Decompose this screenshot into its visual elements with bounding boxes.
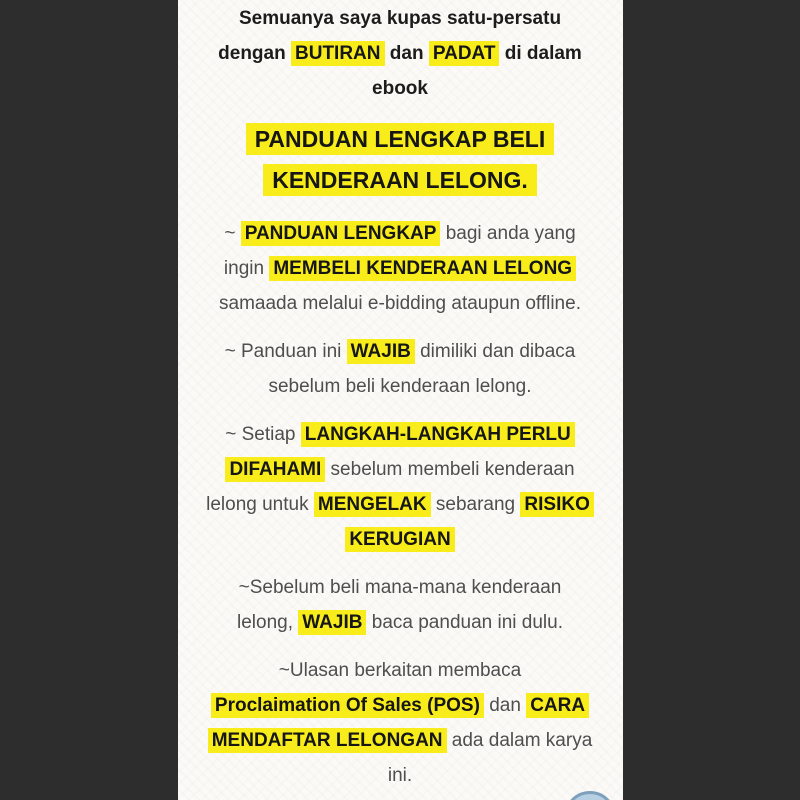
text-line xyxy=(178,522,623,557)
text-segment: dengan xyxy=(218,43,291,64)
text-segment: lelong untuk xyxy=(206,494,314,515)
highlight-segment: MENDAFTAR LELONGAN xyxy=(208,728,447,753)
paragraph-point-2 xyxy=(178,334,623,404)
text-line xyxy=(178,723,623,758)
highlight-segment: CARA xyxy=(526,693,589,718)
text-segment: sebarang xyxy=(430,494,521,515)
text-line xyxy=(178,452,623,487)
text-segment: ~ Panduan ini xyxy=(224,341,347,362)
highlight-segment: Proclaimation Of Sales (POS) xyxy=(211,693,484,718)
highlight-segment: KERUGIAN xyxy=(345,527,454,552)
paragraph-point-5 xyxy=(178,653,623,793)
highlight-segment: DIFAHAMI xyxy=(225,457,325,482)
text-segment: dimiliki dan dibaca xyxy=(414,341,576,362)
highlight-segment: MENGELAK xyxy=(314,492,431,517)
text-segment: di dalam xyxy=(499,43,582,64)
text-line xyxy=(178,334,623,369)
text-segment: ini. xyxy=(387,765,413,786)
text-line xyxy=(178,653,623,688)
text-line xyxy=(178,119,623,160)
highlight-segment: PANDUAN LENGKAP xyxy=(241,221,441,246)
text-segment: dan xyxy=(384,43,429,64)
text-line xyxy=(178,160,623,201)
text-segment: ~Ulasan berkaitan membaca xyxy=(278,660,522,681)
text-line xyxy=(178,605,623,640)
paragraph-intro xyxy=(178,1,623,106)
text-line xyxy=(178,286,623,321)
text-line xyxy=(178,758,623,793)
text-line xyxy=(178,570,623,605)
text-line xyxy=(178,688,623,723)
highlight-segment: BUTIRAN xyxy=(291,41,385,66)
paragraph-point-3 xyxy=(178,417,623,557)
text-line xyxy=(178,216,623,251)
text-line xyxy=(178,369,623,404)
text-segment: ~ Setiap xyxy=(225,424,301,445)
paragraph-point-1 xyxy=(178,216,623,321)
highlight-segment: WAJIB xyxy=(298,610,366,635)
page-title xyxy=(178,119,623,201)
text-line xyxy=(178,1,623,36)
text-line xyxy=(178,251,623,286)
text-line xyxy=(178,71,623,106)
highlight-segment: RISIKO xyxy=(520,492,593,517)
text-segment: Semuanya saya kupas satu-persatu xyxy=(238,8,562,29)
text-segment: lelong, xyxy=(237,612,299,633)
text-segment: ingin xyxy=(223,258,270,279)
text-segment: samaada melalui e-bidding ataupun offline. xyxy=(219,293,581,314)
highlight-segment: WAJIB xyxy=(347,339,415,364)
text-segment: sebelum membeli kenderaan xyxy=(325,459,575,480)
highlight-segment: KENDERAAN LELONG. xyxy=(263,164,537,196)
highlight-segment: MEMBELI KENDERAAN LELONG xyxy=(269,256,576,281)
text-segment: sebelum beli kenderaan lelong. xyxy=(268,376,532,397)
highlight-segment: LANGKAH-LANGKAH PERLU xyxy=(301,422,575,447)
text-segment: ebook xyxy=(372,78,428,99)
text-segment: bagi anda yang xyxy=(440,223,576,244)
text-line xyxy=(178,417,623,452)
text-segment: dan xyxy=(483,695,527,716)
text-segment: ada dalam karya xyxy=(446,730,593,751)
paragraph-point-4 xyxy=(178,570,623,640)
text-line xyxy=(178,487,623,522)
highlight-segment: PANDUAN LENGKAP BELI xyxy=(246,123,555,155)
content-card xyxy=(178,0,623,800)
text-segment: ~Sebelum beli mana-mana kenderaan xyxy=(238,577,562,598)
highlight-segment: PADAT xyxy=(429,41,500,66)
text-segment: ~ xyxy=(224,223,241,244)
text-line xyxy=(178,36,623,71)
text-segment: baca panduan ini dulu. xyxy=(366,612,563,633)
